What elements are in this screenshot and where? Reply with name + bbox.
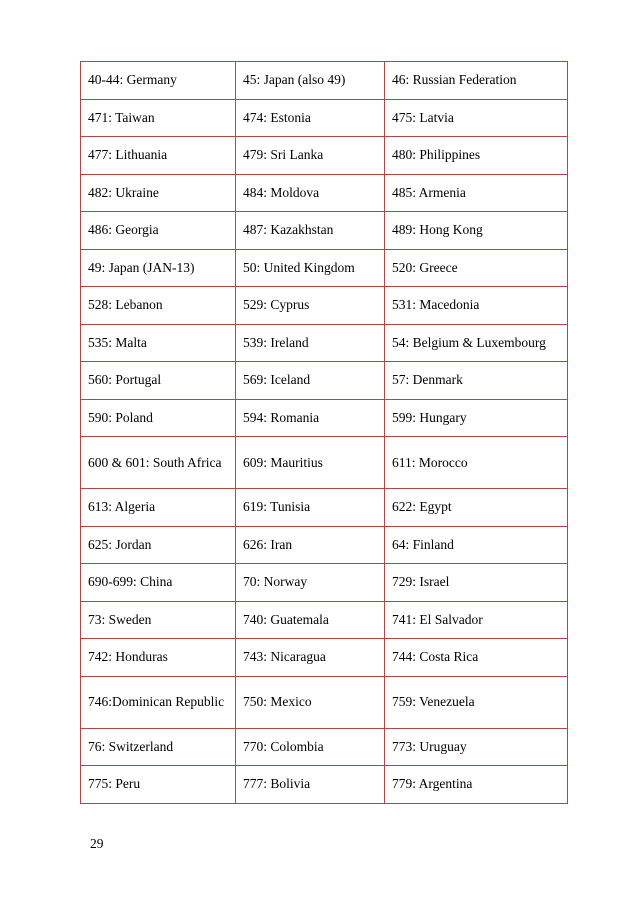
- table-cell: 750: Mexico: [236, 676, 385, 728]
- table-cell: 742: Honduras: [81, 639, 236, 677]
- table-row: [81, 137, 568, 175]
- table-row: [81, 212, 568, 250]
- table-cell: 529: Cyprus: [236, 287, 385, 325]
- table-cell: 759: Venezuela: [385, 676, 568, 728]
- table-cell: 486: Georgia: [81, 212, 236, 250]
- table-cell: 744: Costa Rica: [385, 639, 568, 677]
- table-cell: 690-699: China: [81, 564, 236, 602]
- table-cell: 485: Armenia: [385, 174, 568, 212]
- table-cell: 594: Romania: [236, 399, 385, 437]
- table-cell: 70: Norway: [236, 564, 385, 602]
- table-cell: 528: Lebanon: [81, 287, 236, 325]
- table-row: [81, 676, 568, 728]
- table-cell: 599: Hungary: [385, 399, 568, 437]
- table-cell: 775: Peru: [81, 766, 236, 804]
- table-cell: 625: Jordan: [81, 526, 236, 564]
- table-row: [81, 174, 568, 212]
- table-row: [81, 526, 568, 564]
- table-cell: 773: Uruguay: [385, 728, 568, 766]
- table-cell: 45: Japan (also 49): [236, 62, 385, 100]
- table-cell: 746:Dominican Republic: [81, 676, 236, 728]
- table-cell: 474: Estonia: [236, 99, 385, 137]
- country-code-table: [80, 61, 568, 804]
- table-cell: 569: Iceland: [236, 362, 385, 400]
- page-number: 29: [90, 836, 104, 851]
- table-row: [81, 564, 568, 602]
- table-cell: 49: Japan (JAN-13): [81, 249, 236, 287]
- table-cell: 539: Ireland: [236, 324, 385, 362]
- table-row: [81, 399, 568, 437]
- table-cell: 535: Malta: [81, 324, 236, 362]
- table-cell: 741: El Salvador: [385, 601, 568, 639]
- table-cell: 487: Kazakhstan: [236, 212, 385, 250]
- table-cell: 609: Mauritius: [236, 437, 385, 489]
- table-cell: 484: Moldova: [236, 174, 385, 212]
- table-row: [81, 489, 568, 527]
- table-cell: 611: Morocco: [385, 437, 568, 489]
- table-cell: 729: Israel: [385, 564, 568, 602]
- table-row: [81, 99, 568, 137]
- table-cell: 520: Greece: [385, 249, 568, 287]
- table-row: [81, 601, 568, 639]
- table-cell: 613: Algeria: [81, 489, 236, 527]
- table-cell: 480: Philippines: [385, 137, 568, 175]
- table-row: [81, 639, 568, 677]
- table-cell: 590: Poland: [81, 399, 236, 437]
- table-row: [81, 437, 568, 489]
- table-row: [81, 362, 568, 400]
- table-cell: 770: Colombia: [236, 728, 385, 766]
- table-row: [81, 324, 568, 362]
- table-cell: 626: Iran: [236, 526, 385, 564]
- table-cell: 479: Sri Lanka: [236, 137, 385, 175]
- table-cell: 477: Lithuania: [81, 137, 236, 175]
- table-cell: 622: Egypt: [385, 489, 568, 527]
- table-cell: 50: United Kingdom: [236, 249, 385, 287]
- table-row: [81, 249, 568, 287]
- table-row: [81, 728, 568, 766]
- table-row: [81, 62, 568, 100]
- table-row: [81, 287, 568, 325]
- table-cell: 57: Denmark: [385, 362, 568, 400]
- table-cell: 560: Portugal: [81, 362, 236, 400]
- table-cell: 600 & 601: South Africa: [81, 437, 236, 489]
- table-cell: 777: Bolivia: [236, 766, 385, 804]
- table-cell: 54: Belgium & Luxembourg: [385, 324, 568, 362]
- table-cell: 619: Tunisia: [236, 489, 385, 527]
- table-cell: 40-44: Germany: [81, 62, 236, 100]
- table-cell: 489: Hong Kong: [385, 212, 568, 250]
- table-cell: 740: Guatemala: [236, 601, 385, 639]
- table-cell: 482: Ukraine: [81, 174, 236, 212]
- table-cell: 76: Switzerland: [81, 728, 236, 766]
- table-cell: 475: Latvia: [385, 99, 568, 137]
- table-cell: 46: Russian Federation: [385, 62, 568, 100]
- table-cell: 73: Sweden: [81, 601, 236, 639]
- table-row: [81, 766, 568, 804]
- table-cell: 779: Argentina: [385, 766, 568, 804]
- table-cell: 743: Nicaragua: [236, 639, 385, 677]
- table-cell: 471: Taiwan: [81, 99, 236, 137]
- table-cell: 64: Finland: [385, 526, 568, 564]
- table-cell: 531: Macedonia: [385, 287, 568, 325]
